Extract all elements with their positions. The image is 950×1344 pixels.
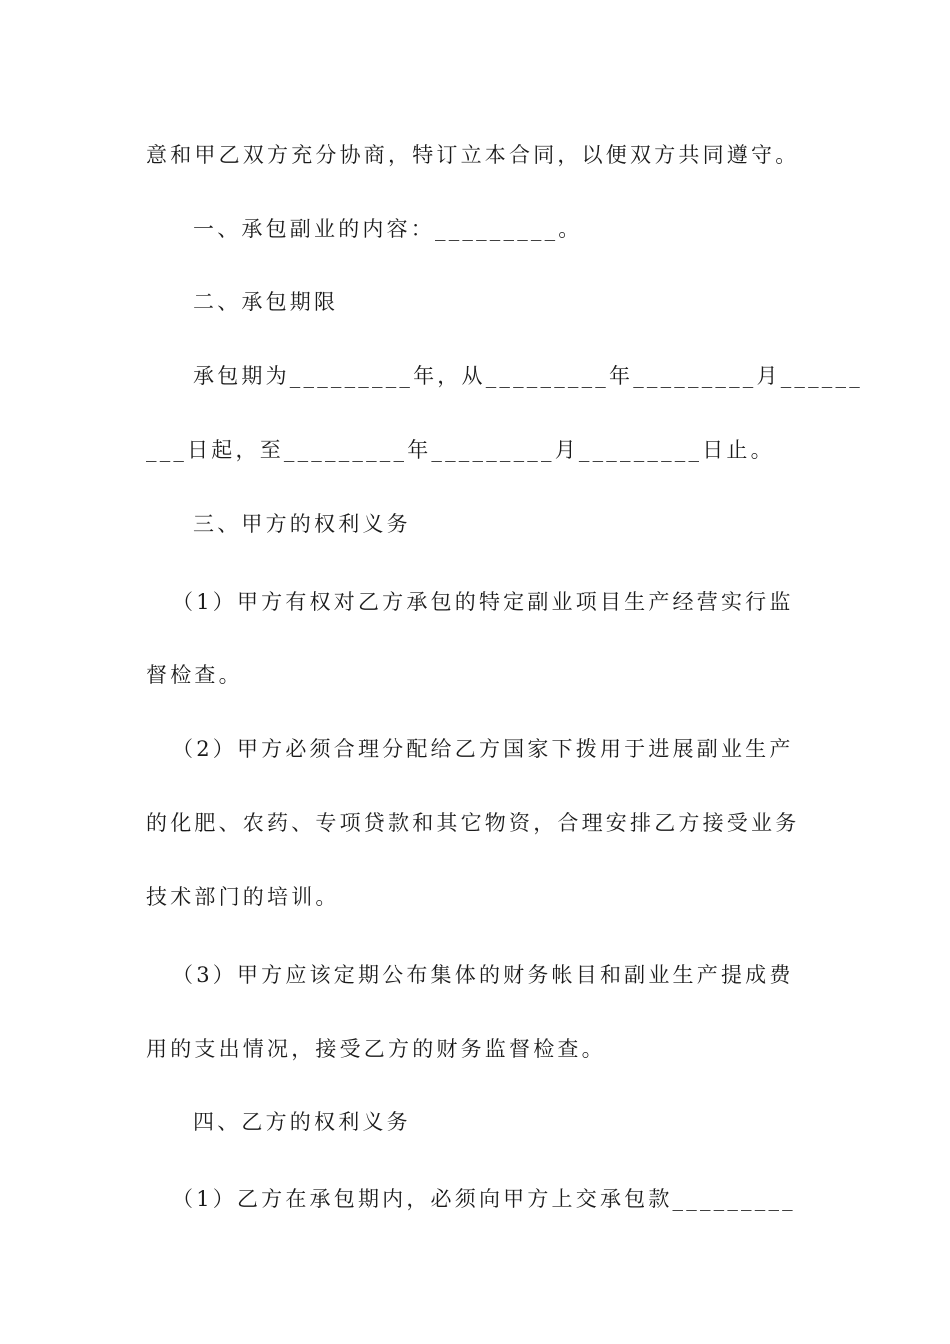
clause-3-2-line-3: 技术部门的培训。: [146, 885, 340, 909]
section-1-content: 一、承包副业的内容：_________。: [193, 217, 583, 241]
term-line-2: ___日起，至_________年_________月_________日止。: [146, 438, 775, 462]
clause-3-2-line-1: （2）甲方必须合理分配给乙方国家下拨用于进展副业生产: [172, 737, 794, 761]
section-4-heading: 四、乙方的权利义务: [193, 1110, 411, 1134]
term-line-1: 承包期为_________年，从_________年_________月______: [193, 364, 863, 388]
clause-3-1-line-2: 督检查。: [146, 663, 243, 687]
clause-4-1-line-1: （1）乙方在承包期内，必须向甲方上交承包款_________: [172, 1187, 796, 1211]
clause-3-2-line-2: 的化肥、农药、专项贷款和其它物资，合理安排乙方接受业务: [146, 811, 800, 835]
clause-3-3-line-1: （3）甲方应该定期公布集体的财务帐目和副业生产提成费: [172, 963, 794, 987]
paragraph-line-1: 意和甲乙双方充分协商，特订立本合同，以便双方共同遵守。: [146, 143, 800, 167]
clause-3-1-line-1: （1）甲方有权对乙方承包的特定副业项目生产经营实行监: [172, 590, 794, 614]
section-3-heading: 三、甲方的权利义务: [193, 512, 411, 536]
clause-3-3-line-2: 用的支出情况，接受乙方的财务监督检查。: [146, 1037, 606, 1061]
section-2-heading: 二、承包期限: [193, 290, 339, 314]
